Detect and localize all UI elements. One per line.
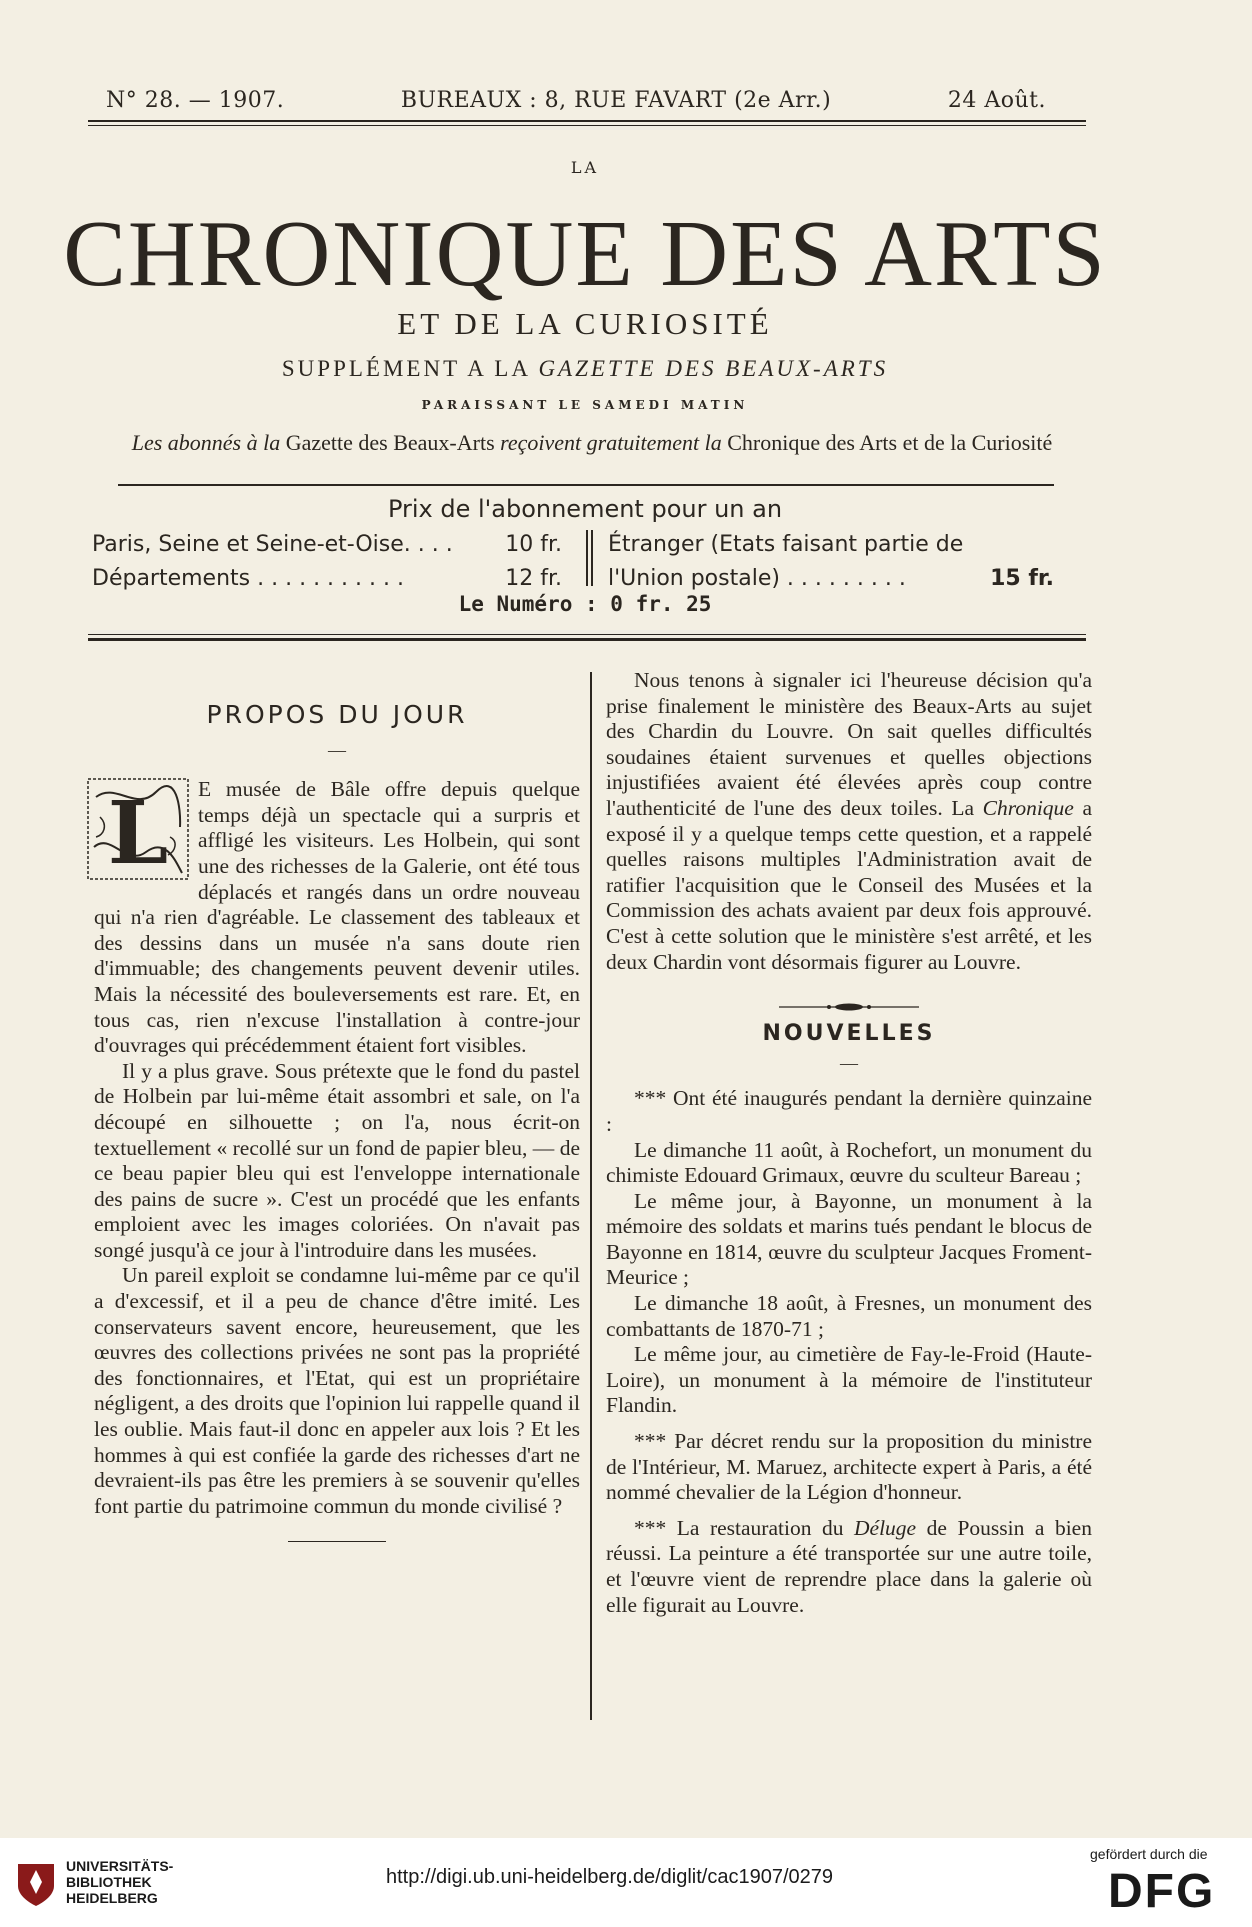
nouvelles-item-2: Le dimanche 11 août, à Rochefort, un monument du chimiste Edouard Grimaux, œuvre du sculteur Bareau ;	[606, 1137, 1092, 1188]
right-column	[606, 668, 1092, 1618]
etranger-line1: Étranger (Etats faisant partie de	[608, 532, 964, 557]
top-rule	[88, 120, 1086, 122]
section-ornament	[779, 993, 919, 1003]
supplement-line	[0, 356, 1170, 382]
abonnes-line	[72, 430, 1112, 456]
ornate-dropcap	[86, 777, 190, 881]
library-name	[66, 1858, 173, 1906]
ornament-rule-icon	[779, 1002, 919, 1012]
masthead-bottom-rule	[88, 638, 1086, 641]
pricing-top-rule	[118, 484, 1054, 486]
propos-heading: PROPOS DU JOUR	[206, 700, 468, 729]
chardin-text-b: a exposé il y a quelque temps cette question, et a rappelé quelles raisons multiples l'Administration avait de ratifier l'acquisition que le Conseil des Musées et la Commission des achats avaient par deux fois approuvé. C'est à cette solution que le ministère s'est arrêté, et les deux Chardin vont désormais figurer au Louvre.	[606, 795, 1092, 974]
funded-by-label: gefördert durch die	[1090, 1846, 1208, 1862]
dropcap-letter: L	[107, 783, 169, 882]
poussin-text-b: de Poussin a bien réussi. La peinture a été transportée sur une autre toile, et l'œuvre vient de reprendre place dans la galerie où elle figurait au Louvre.	[606, 1515, 1092, 1617]
chardin-text-a: Nous tenons à signaler ici l'heureuse décision qu'a prise finalement le ministère des Beaux-Arts au sujet des Chardin du Louvre. On sait quelles difficultés soudaines étaient survenues et quelles objections injustifiées avaient été élevées après coup contre l'authenticité de l'une des deux toiles. La	[606, 668, 1092, 820]
column-divider	[590, 672, 592, 1720]
issue-date: 24 Août.	[947, 88, 1046, 113]
abonnes-part-4: Chronique des Arts et de la Curiosité	[727, 430, 1053, 455]
nouvelles-item-7	[606, 1516, 1092, 1618]
propos-dash: —	[328, 739, 346, 760]
paraissant-line: PARAISSANT LE SAMEDI MATIN	[421, 398, 749, 412]
nouvelles-item-1: *** Ont été inaugurés pendant la dernière quinzaine :	[606, 1086, 1092, 1136]
bureaux-address: BUREAUX : 8, RUE FAVART (2e Arr.)	[400, 88, 832, 113]
departements-label: Départements . . . . . . . . . . .	[92, 566, 404, 591]
library-line-1: UNIVERSITÄTS-	[66, 1858, 174, 1874]
propos-paragraph-2: Il y a plus grave. Sous prétexte que le fond du pastel de Holbein par lui-même était assombri et sale, on l'a découpé en silhouette ; on l'a, nous écrit-on textuellement « recollé sur un fond de papier bleu, — de ce beau papier bleu qui est l'enveloppe internationale des pains de sucre ». C'est un procédé que les enfants emploient avec les images coloriées. On n'avait pas songé jusqu'à ce jour à l'introduire dans les musées.	[94, 1058, 580, 1262]
masthead-subtitle: ET DE LA CURIOSITÉ	[397, 306, 773, 341]
supplement-prefix: SUPPLÉMENT A LA	[281, 356, 530, 381]
library-line-2: BIBLIOTHEK	[66, 1874, 152, 1890]
poussin-text-italic: Déluge	[854, 1515, 917, 1540]
masthead-title: CHRONIQUE DES ARTS	[63, 202, 1107, 306]
poussin-text-a: *** La restauration du	[634, 1515, 855, 1540]
abonnes-part-1: Les abonnés à la	[131, 430, 281, 455]
dfg-logo: DFG	[1108, 1865, 1216, 1918]
nouvelles-heading: NOUVELLES	[762, 1021, 936, 1047]
supplement-gazette: GAZETTE DES BEAUX-ARTS	[538, 356, 889, 381]
pricing-foreign	[608, 528, 1054, 596]
nouvelles-item-3: Le même jour, à Bayonne, un monument à la mémoire des soldats et marins tués pendant le blocus de Bayonne en 1814, œuvre du sculpteur Jacques Froment-Meurice ;	[606, 1188, 1092, 1290]
issue-number: N° 28. — 1907.	[106, 88, 285, 113]
top-rule-thin	[88, 125, 1086, 126]
propos-paragraph-3: Un pareil exploit se condamne lui-même par ce qu'il a d'excessif, et il a peu de chance d'être imité. Les conservateurs savent encore, heureusement, que les œuvres des collections privées ne sont pas la propriété des fonctionnaires, et l'Etat, qui est un propriétaire négligent, a des droits que l'opinion lui rappelle quand il les oublie. Mais faut-il donc en appeler aux lois ? Et les hommes à qui est confiée la garde des richesses d'art ne devraient-ils pas être les premiers à se souvenir qu'elles font partie du patrimoine commun du monde civilisé ?	[94, 1263, 580, 1518]
university-seal-icon	[16, 1860, 56, 1908]
chardin-text-italic: Chronique	[982, 795, 1074, 820]
abonnes-part-3: reçoivent gratuitement la	[500, 430, 722, 455]
chardin-paragraph	[606, 668, 1092, 975]
header-line	[106, 88, 1046, 113]
left-column	[94, 702, 580, 1542]
propos-paragraph-1	[94, 777, 580, 1059]
nouvelles-item-6: *** Par décret rendu sur la proposition du ministre de l'Intérieur, M. Maruez, architecte expert à Paris, a été nommé chevalier de la Légion d'honneur.	[606, 1429, 1092, 1505]
paris-price: 10 fr.	[505, 532, 562, 557]
abonnes-part-2: Gazette des Beaux-Arts	[285, 430, 495, 455]
pricing-divider-b	[591, 530, 593, 586]
source-url-link[interactable]: http://digi.ub.uni-heidelberg.de/diglit/cac1907/0279	[386, 1866, 833, 1888]
pricing-divider-a	[586, 530, 588, 586]
digitization-footer	[0, 1838, 1252, 1927]
propos-end-rule	[288, 1541, 386, 1542]
pricing-title: Prix de l'abonnement pour un an	[387, 495, 783, 523]
library-line-3: HEIDELBERG	[66, 1890, 158, 1906]
masthead-bottom-rule-thin	[88, 634, 1086, 635]
nouvelles-dash: —	[840, 1052, 858, 1073]
dropcap-ornament-icon	[86, 777, 190, 881]
departements-price: 12 fr.	[505, 566, 562, 591]
nouvelles-item-5: Le même jour, au cimetière de Fay-le-Froid (Haute-Loire), un monument à la mémoire de l'instituteur Flandin.	[606, 1342, 1092, 1418]
masthead-la: LA	[570, 158, 600, 177]
etranger-line2: l'Union postale) . . . . . . . . .	[608, 566, 906, 591]
nouvelles-item-4: Le dimanche 18 août, à Fresnes, un monument des combattants de 1870-71 ;	[606, 1291, 1092, 1341]
etranger-price: 15 fr.	[990, 566, 1054, 591]
paris-label: Paris, Seine et Seine-et-Oise. . . .	[92, 532, 453, 557]
numero-price: Le Numéro : 0 fr. 25	[458, 592, 712, 616]
pricing-domestic	[92, 528, 562, 596]
propos-p1-text: E musée de Bâle offre depuis quelque temps déjà un spectacle qui a surpris et affligé les visiteurs. Les Holbein, qui sont une des richesses de la Galerie, ont été tous déplacés et rangés dans un ordre nouveau qui n'a rien d'agréable. Le classement des tableaux et des dessins dans un musée n'a sans doute rien d'immuable; des changements peuvent devenir utiles. Mais la nécessité des bouleversements est rare. Et, en tous cas, rien n'excuse l'installation à contre-jour d'ouvrages qui précédemment étaient fort visibles.	[94, 777, 580, 1058]
